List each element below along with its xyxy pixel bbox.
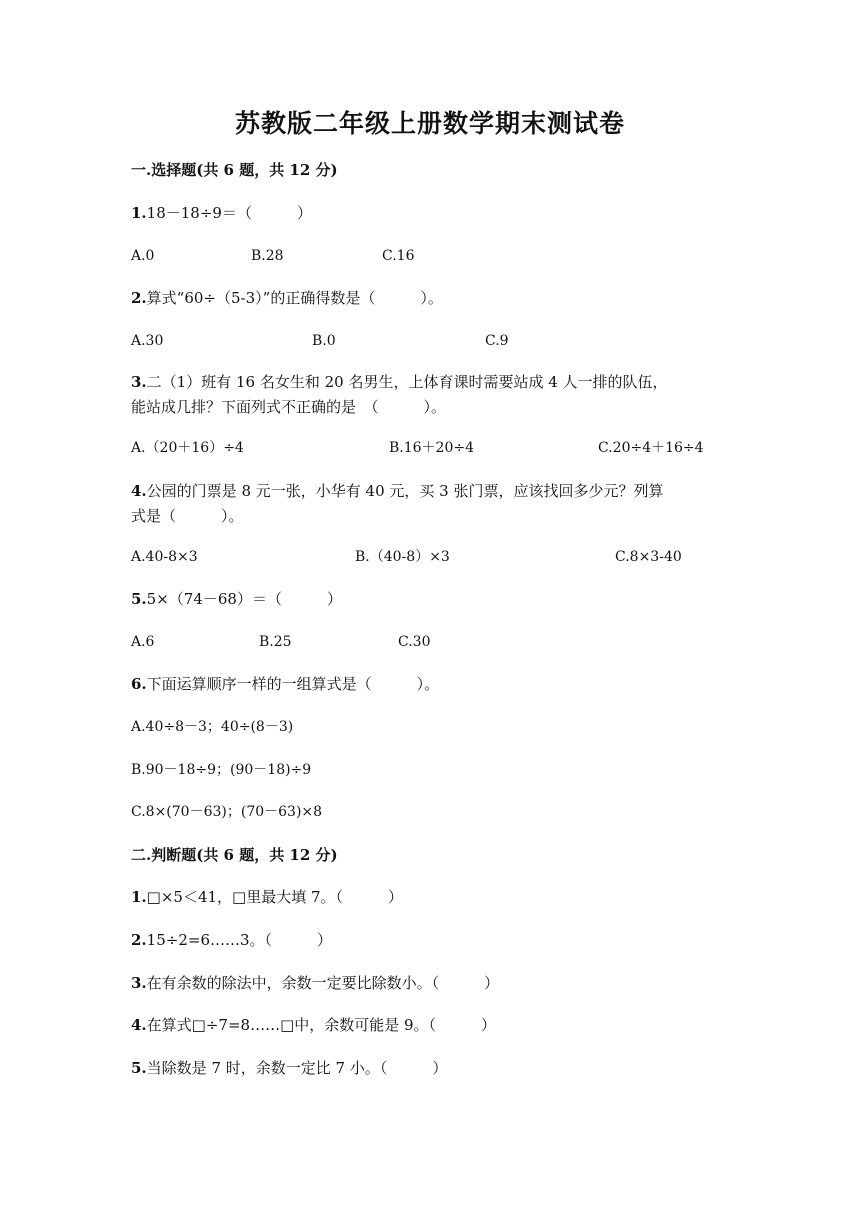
judge-question-3 bbox=[131, 973, 499, 993]
option-a: A.30 bbox=[131, 333, 164, 349]
option-c: C.8×3-40 bbox=[615, 549, 682, 565]
judge-question-2 bbox=[131, 930, 332, 950]
question-number: 2. bbox=[131, 931, 147, 949]
question-text: 18－18÷9＝（ ） bbox=[146, 204, 312, 222]
question-text: 当除数是 7 时，余数一定比 7 小。（ ） bbox=[146, 1059, 448, 1077]
question-number: 2. bbox=[131, 289, 147, 307]
section1-heading: 一.选择题(共 6 题，共 12 分) bbox=[131, 161, 338, 179]
page-title: 苏教版二年级上册数学期末测试卷 bbox=[234, 109, 625, 138]
question-text: 下面运算顺序一样的一组算式是（ ）。 bbox=[146, 675, 440, 693]
option-b: B.90－18÷9；(90－18)÷9 bbox=[131, 762, 312, 778]
question-number: 6. bbox=[131, 675, 147, 693]
option-b: B.（40-8）×3 bbox=[355, 549, 450, 565]
section2-heading: 二.判断题(共 6 题，共 12 分) bbox=[131, 846, 338, 864]
judge-question-5 bbox=[131, 1058, 447, 1078]
question-number: 5. bbox=[131, 590, 147, 608]
question-number: 4. bbox=[131, 1016, 147, 1034]
option-c: C.16 bbox=[382, 248, 415, 264]
judge-question-4 bbox=[131, 1015, 496, 1035]
option-c: C.8×(70－63)；(70－63)×8 bbox=[131, 804, 323, 820]
question-number: 3. bbox=[131, 373, 147, 391]
option-c: C.30 bbox=[398, 634, 431, 650]
judge-question-1 bbox=[131, 887, 403, 907]
question-text: 算式“60÷（5-3）”的正确得数是（ ）。 bbox=[146, 289, 443, 307]
question-text: 在算式□÷7=8……□中，余数可能是 9。（ ） bbox=[146, 1016, 497, 1034]
option-b: B.28 bbox=[251, 248, 284, 264]
question-1 bbox=[131, 203, 312, 223]
option-a: A.0 bbox=[131, 248, 155, 264]
question-text: 在有余数的除法中，余数一定要比除数小。（ ） bbox=[146, 974, 500, 992]
question-number: 1. bbox=[131, 888, 147, 906]
option-b: B.16＋20÷4 bbox=[389, 440, 475, 456]
question-4-line-2: 式是（ ）。 bbox=[131, 507, 244, 525]
option-c: C.9 bbox=[485, 333, 509, 349]
question-2 bbox=[131, 288, 443, 308]
question-6 bbox=[131, 674, 439, 694]
question-number: 3. bbox=[131, 974, 147, 992]
question-3-line-2: 能站成几排？下面列式不正确的是 （ ）。 bbox=[131, 398, 447, 416]
question-text: 5×（74－68）＝（ ） bbox=[146, 590, 342, 608]
question-5 bbox=[131, 589, 342, 609]
question-text: 二（1）班有 16 名女生和 20 名男生，上体育课时需要站成 4 人一排的队伍， bbox=[146, 373, 668, 391]
question-3-line-1 bbox=[131, 372, 668, 392]
question-number: 5. bbox=[131, 1059, 147, 1077]
option-a: A.40÷8－3；40÷(8－3) bbox=[131, 719, 294, 735]
option-b: B.0 bbox=[312, 333, 336, 349]
option-b: B.25 bbox=[259, 634, 292, 650]
question-text: □×5＜41，□里最大填 7。（ ） bbox=[146, 888, 404, 906]
question-number: 1. bbox=[131, 204, 147, 222]
option-c: C.20÷4＋16÷4 bbox=[598, 440, 704, 456]
question-text: 15÷2=6……3。（ ） bbox=[146, 931, 333, 949]
option-a: A.6 bbox=[131, 634, 155, 650]
option-a: A.40-8×3 bbox=[131, 549, 198, 565]
question-number: 4. bbox=[131, 482, 147, 500]
question-text: 公园的门票是 8 元一张，小华有 40 元，买 3 张门票，应该找回多少元？列算 bbox=[146, 482, 664, 500]
option-a: A.（20＋16）÷4 bbox=[131, 440, 244, 456]
question-4-line-1 bbox=[131, 481, 663, 501]
